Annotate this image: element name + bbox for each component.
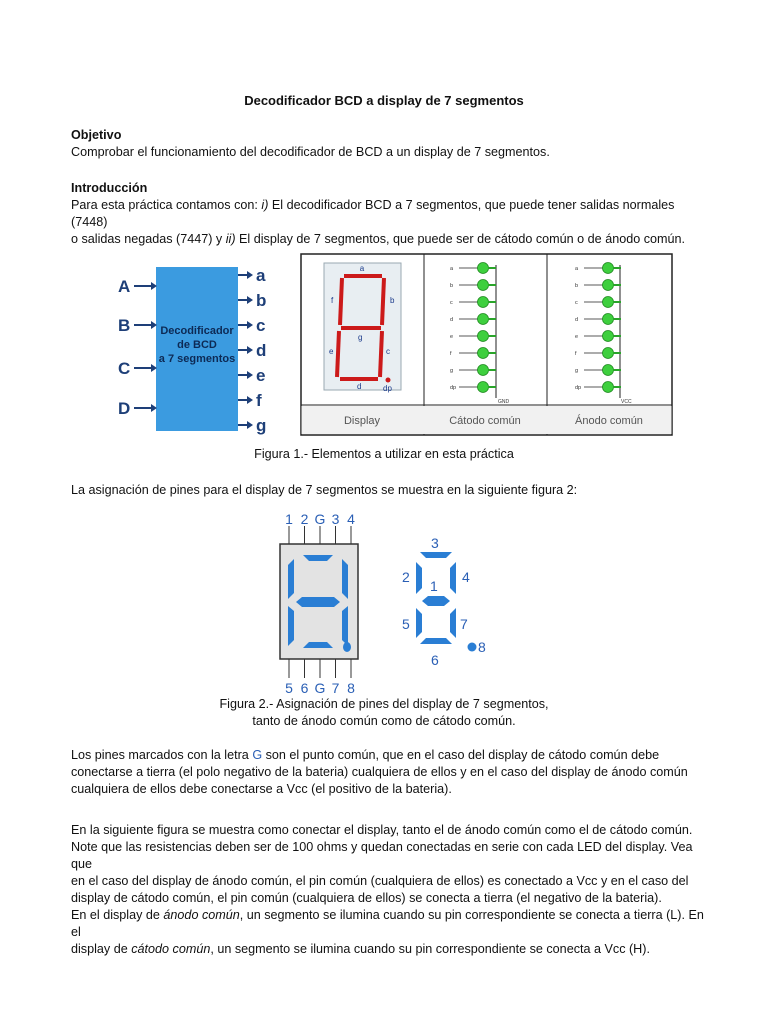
led-label-g: g	[450, 368, 454, 374]
segment-c	[380, 331, 382, 377]
connection-paragraph	[71, 822, 711, 907]
common-pins-line-3: cualquiera de ellos debe conectarse a Vcc (el positivo de la bateria).	[71, 782, 452, 796]
vcc-label: VCC	[621, 399, 632, 405]
decoder-output-a: a	[256, 266, 266, 285]
seg-label-e: e	[329, 347, 334, 356]
num-segment-5	[416, 608, 422, 638]
segment-dp	[386, 378, 391, 383]
led-diode-icon	[478, 280, 489, 291]
seg-number-2: 2	[402, 569, 410, 585]
decoder-input-d: D	[118, 399, 131, 418]
led-label-f: f	[450, 351, 452, 357]
seg-number-6: 6	[431, 652, 439, 668]
red-seven-segment-display	[324, 263, 401, 393]
decoder-output-b: b	[256, 291, 267, 310]
display-panels-figure	[300, 253, 674, 437]
decoder-figure	[104, 258, 280, 438]
num-segment-3	[420, 552, 452, 558]
intro-roman-ii: ii)	[225, 232, 236, 246]
body-segment-b	[342, 559, 348, 599]
led-diode-icon	[603, 263, 614, 274]
figure-2-caption-line-2: tanto de ánodo común como de cátodo común.	[252, 714, 516, 728]
led-diode-icon	[478, 331, 489, 342]
led-label-e: e	[575, 334, 579, 340]
figure-1-caption: Figura 1.- Elementos a utilizar en esta práctica	[254, 447, 514, 461]
intro-text-1a: Para esta práctica contamos con:	[71, 198, 262, 212]
connection-line-4: display de cátodo común, el pin común (cualquiera de ellos) se conecta a tierra (el negativo de la bateria).	[71, 891, 662, 905]
body-segment-f	[288, 559, 294, 599]
decoder-outputs	[238, 266, 266, 435]
led-label-c: c	[575, 300, 578, 306]
segment-e	[337, 331, 339, 377]
segment-f	[340, 278, 342, 325]
led-diode-icon	[603, 314, 614, 325]
arrow-icon	[247, 346, 253, 354]
lighting-anodo-term: ánodo común	[163, 908, 240, 922]
lighting-text-2b: , un segmento se ilumina cuando su pin correspondiente se conecta a Vcc (H).	[210, 942, 650, 956]
lighting-text-1a: En el display de	[71, 908, 164, 922]
lighting-paragraph	[71, 907, 711, 958]
decoder-output-c: c	[256, 316, 266, 335]
decoder-input-c: C	[118, 359, 131, 378]
decoder-inputs	[118, 277, 157, 418]
seg-number-5: 5	[402, 616, 410, 632]
pin-label-4: 4	[347, 511, 355, 527]
seg-number-1: 1	[430, 578, 438, 594]
decoder-output-e: e	[256, 366, 266, 385]
led-diode-icon	[478, 382, 489, 393]
pins-intro: La asignación de pines para el display de 7 segmentos se muestra en la siguiente figura 2:	[71, 483, 578, 497]
seg-label-g: g	[358, 333, 363, 342]
common-pins-line-2: conectarse a tierra (el polo negativo de la bateria) cualquiera de ellos y en el caso del display de ánodo común	[71, 765, 688, 779]
seg-label-d: d	[357, 382, 362, 391]
objetivo-text: Comprobar el funcionamiento del decodificador de BCD a un display de 7 segmentos.	[71, 145, 550, 159]
num-segment-1	[422, 596, 450, 606]
lighting-line-2	[71, 941, 711, 958]
led-diode-icon	[478, 314, 489, 325]
led-label-d: d	[450, 317, 454, 323]
body-segment-g	[296, 597, 340, 607]
numbered-segments	[402, 535, 486, 668]
connection-line-3: en el caso del display de ánodo común, el pin común (cualquiera de ellos) es conectado a Vcc y en el caso del	[71, 874, 689, 888]
pinout-figure	[270, 508, 500, 696]
objetivo-section	[71, 127, 711, 161]
arrow-icon	[247, 321, 253, 329]
pin-label-7: 7	[331, 680, 340, 696]
led-diode-icon	[478, 297, 489, 308]
num-segment-8	[468, 643, 477, 652]
panel-label-display: Display	[343, 415, 381, 427]
common-pin-letter: G	[252, 748, 263, 762]
arrow-icon	[247, 421, 253, 429]
decoder-input-a: A	[118, 277, 131, 296]
num-segment-7	[450, 608, 456, 638]
seg-label-f: f	[331, 296, 334, 305]
pin-label-5: 5	[285, 680, 293, 696]
intro-heading: Introducción	[71, 181, 148, 195]
lighting-catodo-term: cátodo común	[131, 942, 211, 956]
led-label-dp: dp	[575, 385, 582, 391]
led-label-f: f	[575, 351, 577, 357]
connection-line-2: Note que las resistencias deben ser de 100 ohms y quedan conectadas en serie con cada LED del display. Vea que	[71, 840, 693, 871]
segment-b	[382, 278, 384, 325]
led-diode-icon	[603, 348, 614, 359]
led-diode-icon	[478, 263, 489, 274]
led-label-e: e	[450, 334, 454, 340]
seg-label-dp: dp	[383, 384, 392, 393]
intro-line-1	[71, 197, 711, 231]
lighting-text-2a: display de	[71, 942, 132, 956]
intro-text-2a: o salidas negadas (7447) y	[71, 232, 226, 246]
led-label-g: g	[575, 368, 579, 374]
arrow-icon	[247, 271, 253, 279]
common-pins-text-1b: son el punto común, que en el caso del display de cátodo común debe	[262, 748, 660, 762]
intro-text-1b: El decodificador BCD a 7 segmentos, que puede tener salidas normales (7448)	[71, 198, 675, 229]
seg-number-3: 3	[431, 535, 439, 551]
body-segment-dp	[343, 642, 351, 652]
led-diode-icon	[603, 297, 614, 308]
arrow-icon	[247, 396, 253, 404]
decoder-input-b: B	[118, 316, 131, 335]
led-diode-icon	[603, 280, 614, 291]
seg-number-7: 7	[460, 616, 468, 632]
num-segment-4	[450, 562, 456, 594]
panel-label-catodo: Cátodo común	[449, 415, 521, 427]
intro-roman-i: i)	[261, 198, 269, 212]
seg-number-8: 8	[478, 639, 486, 655]
led-label-a: a	[575, 266, 579, 272]
led-label-a: a	[450, 266, 454, 272]
common-pins-line-1	[71, 747, 711, 764]
decoder-output-g: g	[256, 416, 267, 435]
led-label-b: b	[575, 283, 579, 289]
pin-label-6: 6	[300, 680, 309, 696]
num-segment-2	[416, 562, 422, 594]
pin-label-g: G	[314, 680, 326, 696]
decoder-label-1: Decodificador	[160, 325, 234, 337]
led-diode-icon	[478, 348, 489, 359]
gnd-label: GND	[498, 399, 510, 405]
body-segment-c	[342, 606, 348, 646]
intro-text-2b: El display de 7 segmentos, que puede ser de cátodo común o de ánodo común.	[235, 232, 686, 246]
body-segment-e	[288, 606, 294, 646]
led-diode-icon	[603, 365, 614, 376]
seg-number-4: 4	[462, 569, 470, 585]
pin-label-2: 2	[300, 511, 309, 527]
arrow-icon	[247, 296, 253, 304]
common-pins-text-1a: Los pines marcados con la letra	[71, 748, 253, 762]
intro-line-2	[71, 231, 711, 248]
intro-section	[71, 180, 711, 248]
led-label-dp: dp	[450, 385, 457, 391]
figure-2-caption	[0, 696, 768, 730]
seg-label-b: b	[390, 296, 395, 305]
seg-label-a: a	[359, 264, 365, 273]
led-label-d: d	[575, 317, 579, 323]
pin-label-g: G	[314, 511, 326, 527]
decoder-label-3: a 7 segmentos	[158, 353, 236, 365]
decoder-output-f: f	[256, 391, 262, 410]
bottom-pins	[285, 659, 355, 696]
num-segment-6	[420, 638, 452, 644]
lighting-text-1b: , un segmento se ilumina cuando su pin correspondiente se conecta a tierra (L). En el	[71, 908, 704, 939]
common-pins-paragraph	[71, 747, 711, 798]
seg-label-c: c	[386, 347, 390, 356]
pin-label-1: 1	[285, 511, 293, 527]
arrow-icon	[247, 371, 253, 379]
led-label-c: c	[450, 300, 453, 306]
decoder-label-2: de BCD	[177, 339, 217, 351]
led-diode-icon	[603, 382, 614, 393]
panel-label-anodo: Ánodo común	[575, 415, 643, 427]
figure-2-caption-line-1: Figura 2.- Asignación de pines del display de 7 segmentos,	[219, 697, 549, 711]
pin-label-3: 3	[331, 511, 340, 527]
top-pins	[285, 511, 355, 544]
lighting-line-1	[71, 907, 711, 941]
pin-label-8: 8	[347, 680, 355, 696]
page-title: Decodificador BCD a display de 7 segmentos	[244, 93, 524, 108]
led-diode-icon	[603, 331, 614, 342]
led-label-b: b	[450, 283, 454, 289]
objetivo-heading: Objetivo	[71, 128, 122, 142]
connection-line-1: En la siguiente figura se muestra como conectar el display, tanto el de ánodo común como el de cátodo común.	[71, 823, 693, 837]
decoder-output-d: d	[256, 341, 267, 360]
led-diode-icon	[478, 365, 489, 376]
